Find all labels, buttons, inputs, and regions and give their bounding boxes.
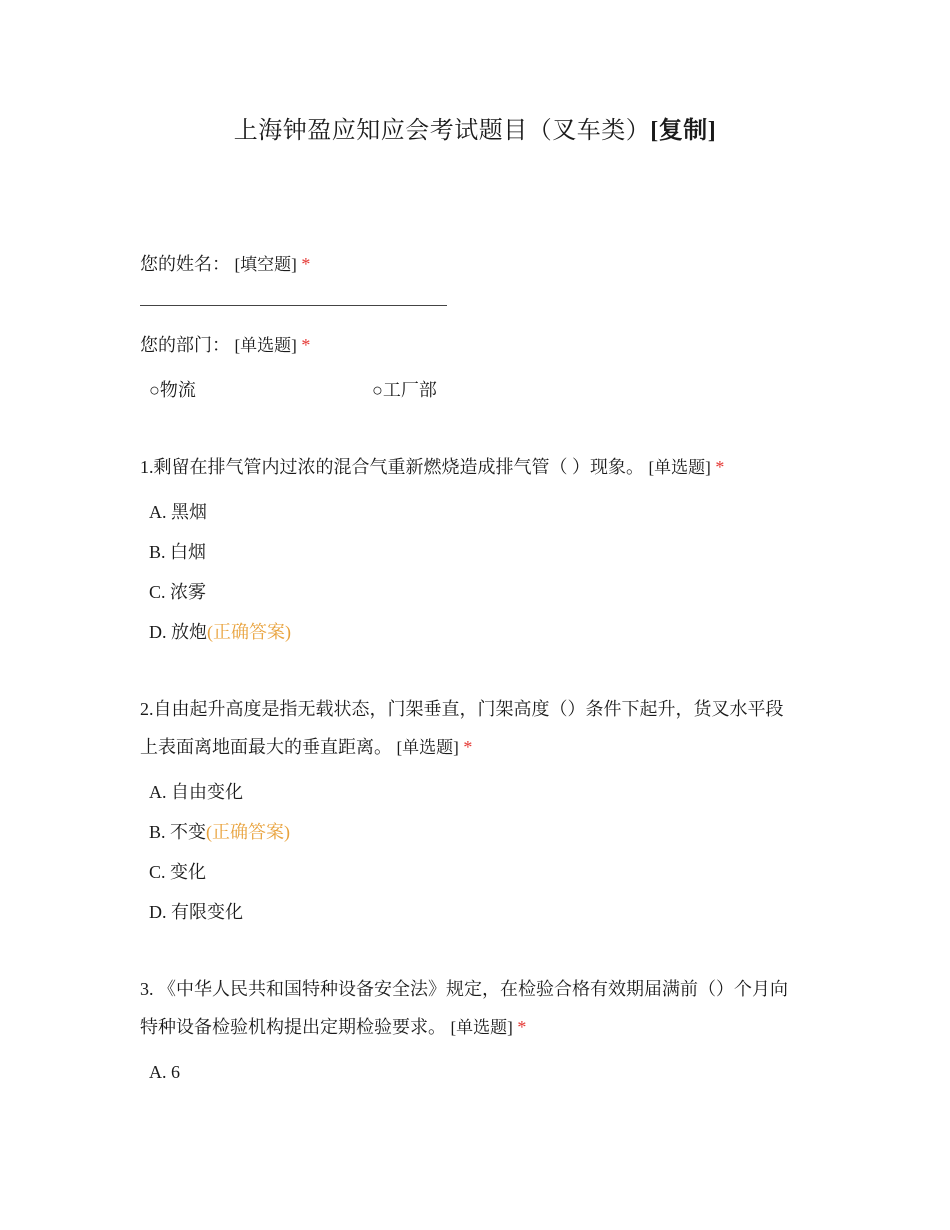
question-name-type: [填空题] [234, 255, 297, 274]
question-1-type: [单选题] [648, 458, 711, 477]
required-mark: * [463, 737, 473, 757]
q1-option-d[interactable] [149, 620, 291, 644]
name-input-line[interactable] [140, 305, 447, 306]
option-factory[interactable]: ○工厂部 [372, 380, 437, 400]
question-3 [140, 970, 830, 1047]
title-main: 上海钟盈应知应会考试题目（叉车类） [233, 118, 651, 144]
question-name-label: 您的姓名： [140, 254, 230, 274]
q2-option-b[interactable] [149, 820, 290, 844]
required-mark: * [301, 254, 311, 274]
q1-option-d-text: D. 放炮 [149, 622, 207, 642]
title-copy-suffix: [复制] [650, 118, 717, 144]
question-2-line1: 2.自由起升高度是指无载状态，门架垂直，门架高度（）条件下起升，货叉水平段 [140, 699, 784, 719]
question-2 [140, 690, 830, 767]
q2-option-c[interactable]: C. 变化 [149, 862, 207, 882]
question-2-type: [单选题] [396, 738, 459, 757]
required-mark: * [517, 1017, 527, 1037]
q3-option-a[interactable]: A. 6 [149, 1062, 180, 1082]
required-mark: * [301, 335, 311, 355]
q1-option-b[interactable]: B. 白烟 [149, 542, 207, 562]
q2-option-b-text: B. 不变 [149, 822, 207, 842]
q1-option-c[interactable]: C. 浓雾 [149, 582, 207, 602]
question-3-type: [单选题] [450, 1018, 513, 1037]
question-2-line2 [140, 728, 830, 767]
question-1-text: 1.剩留在排气管内过浓的混合气重新燃烧造成排气管（ ）现象。 [140, 457, 644, 477]
q2-option-a[interactable]: A. 自由变化 [149, 782, 243, 802]
question-department-label: 您的部门： [140, 335, 230, 355]
question-name [140, 245, 830, 284]
required-mark: * [715, 457, 725, 477]
question-department-type: [单选题] [234, 336, 297, 355]
q2-option-d[interactable]: D. 有限变化 [149, 902, 243, 922]
page-title [0, 110, 950, 145]
question-department [140, 326, 830, 365]
question-3-line1: 3. 《中华人民共和国特种设备安全法》规定，在检验合格有效期届满前（）个月向 [140, 979, 788, 999]
q1-option-a[interactable]: A. 黑烟 [149, 502, 207, 522]
question-1 [140, 448, 830, 487]
question-2-line2-text: 上表面离地面最大的垂直距离。 [140, 737, 392, 757]
correct-answer-mark: (正确答案) [207, 622, 291, 642]
question-3-line2 [140, 1008, 830, 1047]
question-3-line2-text: 特种设备检验机构提出定期检验要求。 [140, 1017, 446, 1037]
correct-answer-mark: (正确答案) [206, 822, 291, 842]
option-logistics[interactable]: ○物流 [149, 380, 196, 400]
